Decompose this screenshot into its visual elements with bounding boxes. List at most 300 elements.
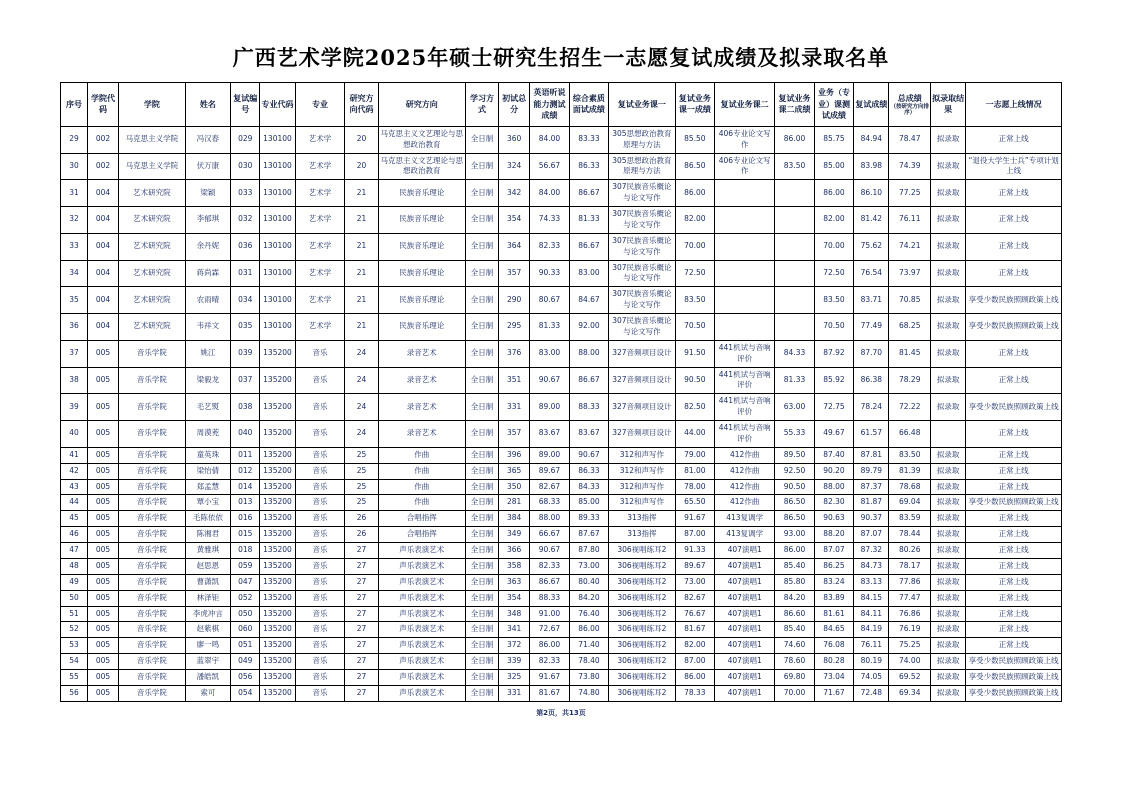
table-cell: 76.11 (889, 207, 931, 234)
table-cell: 音乐 (295, 685, 345, 701)
table-cell (715, 287, 775, 314)
table-cell: 全日制 (465, 479, 498, 495)
table-cell: 全日制 (465, 447, 498, 463)
header-cell-7: 研究方向代码 (345, 83, 378, 127)
table-cell: 87.80 (569, 543, 608, 559)
table-cell: 81.67 (530, 685, 569, 701)
table-cell: 407演唱1 (715, 622, 775, 638)
table-cell: 407演唱1 (715, 685, 775, 701)
table-cell: 130100 (260, 233, 295, 260)
table-cell: 正常上线 (966, 180, 1062, 207)
table-cell: 351 (499, 367, 530, 394)
table-cell: 135200 (260, 447, 295, 463)
header-note: （按研究方向排序） (890, 104, 929, 117)
table-cell: 86.50 (775, 511, 814, 527)
table-cell: 031 (231, 260, 260, 287)
table-cell: 正常上线 (966, 622, 1062, 638)
table-cell: 70.50 (814, 314, 853, 341)
table-cell: 039 (231, 340, 260, 367)
table-cell: 87.81 (854, 447, 889, 463)
table-cell: 艺术研究院 (119, 207, 185, 234)
table-cell: 90.63 (814, 511, 853, 527)
table-cell: 36 (61, 314, 88, 341)
table-cell: 全日制 (465, 314, 498, 341)
table-cell: 全日制 (465, 670, 498, 686)
table-cell: 93.00 (775, 527, 814, 543)
table-cell: 冯汉春 (185, 126, 231, 153)
table-cell: 354 (499, 590, 530, 606)
table-cell: 306视唱练耳2 (609, 606, 675, 622)
table-row (61, 606, 1062, 622)
table-cell: 76.54 (854, 260, 889, 287)
table-cell: 372 (499, 638, 530, 654)
table-cell: 83.59 (889, 511, 931, 527)
table-cell: 84.94 (854, 126, 889, 153)
table-cell: 正常上线 (966, 421, 1062, 448)
table-cell: 音乐学院 (119, 543, 185, 559)
table-cell: 005 (87, 558, 118, 574)
table-cell: 441机试与音响评价 (715, 421, 775, 448)
table-cell: 30 (61, 153, 88, 180)
table-row (61, 287, 1062, 314)
table-cell: 正常上线 (966, 558, 1062, 574)
table-cell: 135200 (260, 367, 295, 394)
table-cell: 87.07 (854, 527, 889, 543)
table-cell: 全日制 (465, 367, 498, 394)
table-cell: 艺术学 (295, 153, 345, 180)
table-cell: 342 (499, 180, 530, 207)
table-cell: 正常上线 (966, 367, 1062, 394)
table-cell (775, 287, 814, 314)
table-cell: 正常上线 (966, 260, 1062, 287)
table-cell: 74.21 (889, 233, 931, 260)
table-cell: 331 (499, 685, 530, 701)
table-cell: 拟录取 (931, 394, 966, 421)
table-cell: 77.86 (889, 574, 931, 590)
table-cell: 享受少数民族照顾政策上线 (966, 654, 1062, 670)
table-cell: 声乐表演艺术 (378, 685, 465, 701)
table-cell: 全日制 (465, 153, 498, 180)
table-cell: 130100 (260, 287, 295, 314)
table-cell: 梁怡倩 (185, 463, 231, 479)
table-cell: 作曲 (378, 479, 465, 495)
header-cell-10: 初试总分 (499, 83, 530, 127)
table-cell: 033 (231, 180, 260, 207)
table-cell: 72.50 (814, 260, 853, 287)
table-cell: 75.62 (854, 233, 889, 260)
table-cell (775, 314, 814, 341)
table-cell: 89.67 (530, 463, 569, 479)
table-cell: 音乐学院 (119, 590, 185, 606)
table-cell: 88.00 (569, 340, 608, 367)
table-cell: 75.25 (889, 638, 931, 654)
table-cell (715, 314, 775, 341)
table-cell: 81.00 (675, 463, 714, 479)
table-cell: 87.07 (814, 543, 853, 559)
table-cell: 307民族音乐概论与论文写作 (609, 207, 675, 234)
table-cell: 音乐 (295, 511, 345, 527)
table-cell: 130100 (260, 180, 295, 207)
table-cell: 004 (87, 233, 118, 260)
table-cell: 廖一鸣 (185, 638, 231, 654)
table-cell: 81.33 (530, 314, 569, 341)
table-cell: 27 (345, 638, 378, 654)
table-cell: 84.67 (569, 287, 608, 314)
table-cell: 音乐学院 (119, 463, 185, 479)
table-row (61, 479, 1062, 495)
table-cell: 作曲 (378, 495, 465, 511)
table-cell: 正常上线 (966, 574, 1062, 590)
table-cell: 27 (345, 685, 378, 701)
table-cell: 音乐 (295, 495, 345, 511)
table-cell: 音乐学院 (119, 511, 185, 527)
table-cell: 21 (345, 207, 378, 234)
table-cell: 正常上线 (966, 543, 1062, 559)
table-cell: 83.67 (530, 421, 569, 448)
table-cell: 索可 (185, 685, 231, 701)
table-cell: 012 (231, 463, 260, 479)
table-cell: 84.33 (775, 340, 814, 367)
table-cell: 005 (87, 367, 118, 394)
table-cell: 25 (345, 447, 378, 463)
table-row (61, 638, 1062, 654)
table-cell: 407演唱1 (715, 638, 775, 654)
table-cell: 全日制 (465, 590, 498, 606)
table-cell: 正常上线 (966, 447, 1062, 463)
table-cell: 作曲 (378, 463, 465, 479)
table-cell: 全日制 (465, 685, 498, 701)
table-cell: 86.00 (530, 638, 569, 654)
table-cell: 83.50 (775, 153, 814, 180)
table-cell: 79.00 (675, 447, 714, 463)
table-cell (775, 207, 814, 234)
table-cell: 87.67 (569, 527, 608, 543)
table-cell: 78.40 (569, 654, 608, 670)
table-cell: 85.40 (775, 558, 814, 574)
table-cell: 41 (61, 447, 88, 463)
table-row (61, 495, 1062, 511)
table-cell: 78.24 (854, 394, 889, 421)
table-cell: 83.50 (889, 447, 931, 463)
table-cell: 合唱指挥 (378, 527, 465, 543)
table-cell: 135200 (260, 527, 295, 543)
table-cell: 87.00 (675, 527, 714, 543)
table-cell: “退役大学生士兵”专项计划上线 (966, 153, 1062, 180)
table-cell: 87.40 (814, 447, 853, 463)
table-cell: 艺术学 (295, 287, 345, 314)
table-cell: 毛陈依依 (185, 511, 231, 527)
table-cell: 84.20 (569, 590, 608, 606)
table-row (61, 126, 1062, 153)
table-cell: 91.50 (675, 340, 714, 367)
table-cell: 艺术研究院 (119, 260, 185, 287)
table-cell: 89.00 (530, 394, 569, 421)
table-cell: 拟录取 (931, 543, 966, 559)
table-cell: 74.05 (854, 670, 889, 686)
table-cell: 全日制 (465, 638, 498, 654)
table-cell: 43 (61, 479, 88, 495)
table-cell: 27 (345, 654, 378, 670)
table-cell: 011 (231, 447, 260, 463)
table-cell: 潘皓凯 (185, 670, 231, 686)
table-cell: 民族音乐理论 (378, 207, 465, 234)
table-cell: 86.60 (775, 606, 814, 622)
table-cell: 354 (499, 207, 530, 234)
table-cell: 周漠茺 (185, 421, 231, 448)
table-cell: 61.57 (854, 421, 889, 448)
table-cell: 享受少数民族照顾政策上线 (966, 314, 1062, 341)
table-cell: 拟录取 (931, 511, 966, 527)
table-cell: 005 (87, 685, 118, 701)
table-cell: 350 (499, 479, 530, 495)
table-cell: 70.85 (889, 287, 931, 314)
table-cell: 拟录取 (931, 654, 966, 670)
table-cell (715, 260, 775, 287)
table-cell: 音乐学院 (119, 527, 185, 543)
table-cell: 306视唱练耳2 (609, 574, 675, 590)
table-cell: 73.00 (569, 558, 608, 574)
table-cell: 86.00 (675, 670, 714, 686)
table-cell: 92.50 (775, 463, 814, 479)
table-cell: 音乐 (295, 394, 345, 421)
table-cell: 27 (345, 558, 378, 574)
table-cell: 005 (87, 622, 118, 638)
table-cell: 135200 (260, 685, 295, 701)
table-row (61, 233, 1062, 260)
table-cell: 87.32 (854, 543, 889, 559)
table-cell: 014 (231, 479, 260, 495)
table-cell: 86.38 (854, 367, 889, 394)
table-cell: 民族音乐理论 (378, 233, 465, 260)
table-cell: 040 (231, 421, 260, 448)
table-cell: 29 (61, 126, 88, 153)
table-cell: 拟录取 (931, 622, 966, 638)
table-row (61, 207, 1062, 234)
table-cell: 52 (61, 622, 88, 638)
table-cell: 拟录取 (931, 260, 966, 287)
table-cell: 85.75 (814, 126, 853, 153)
table-cell: 005 (87, 463, 118, 479)
table-cell: 005 (87, 638, 118, 654)
table-cell: 90.33 (530, 260, 569, 287)
table-cell: 声乐表演艺术 (378, 606, 465, 622)
table-cell: 036 (231, 233, 260, 260)
table-cell: 民族音乐理论 (378, 260, 465, 287)
table-cell: 83.71 (854, 287, 889, 314)
table-cell: 25 (345, 463, 378, 479)
table-cell: 68.25 (889, 314, 931, 341)
table-cell: 50 (61, 590, 88, 606)
table-cell: 21 (345, 314, 378, 341)
table-cell: 89.50 (775, 447, 814, 463)
table-cell: 81.39 (889, 463, 931, 479)
table-cell: 135200 (260, 558, 295, 574)
table-cell: 音乐 (295, 558, 345, 574)
table-cell: 306视唱练耳2 (609, 685, 675, 701)
table-cell: 全日制 (465, 495, 498, 511)
table-cell: 正常上线 (966, 233, 1062, 260)
table-cell: 89.79 (854, 463, 889, 479)
table-cell: 24 (345, 394, 378, 421)
table-cell: 78.00 (675, 479, 714, 495)
table-cell: 86.50 (775, 495, 814, 511)
table-cell: 83.00 (530, 340, 569, 367)
table-cell (715, 233, 775, 260)
table-row (61, 367, 1062, 394)
table-cell: 90.67 (530, 543, 569, 559)
table-cell: 86.67 (569, 367, 608, 394)
table-cell: 80.67 (530, 287, 569, 314)
table-cell: 88.00 (814, 479, 853, 495)
table-cell: 24 (345, 367, 378, 394)
table-cell: 90.67 (569, 447, 608, 463)
table-cell: 声乐表演艺术 (378, 670, 465, 686)
table-row (61, 153, 1062, 180)
table-cell: 85.00 (814, 153, 853, 180)
table-cell: 85.00 (569, 495, 608, 511)
table-cell: 音乐 (295, 340, 345, 367)
header-cell-18: 复试成绩 (854, 83, 889, 127)
table-cell: 70.00 (814, 233, 853, 260)
table-cell: 80.19 (854, 654, 889, 670)
table-cell: 音乐 (295, 574, 345, 590)
table-cell: 360 (499, 126, 530, 153)
table-cell: 艺术学 (295, 180, 345, 207)
table-cell: 060 (231, 622, 260, 638)
table-cell: 86.00 (775, 126, 814, 153)
table-cell: 339 (499, 654, 530, 670)
table-cell: 81.33 (569, 207, 608, 234)
admission-score-table (60, 82, 1062, 702)
table-cell: 全日制 (465, 287, 498, 314)
table-cell: 004 (87, 314, 118, 341)
table-row (61, 685, 1062, 701)
table-cell: 音乐学院 (119, 670, 185, 686)
table-cell: 40 (61, 421, 88, 448)
table-cell: 全日制 (465, 463, 498, 479)
table-cell: 135200 (260, 590, 295, 606)
table-cell: 音乐 (295, 654, 345, 670)
table-cell: 56 (61, 685, 88, 701)
table-cell: 拟录取 (931, 314, 966, 341)
table-cell: 86.50 (675, 153, 714, 180)
table-cell: 艺术研究院 (119, 314, 185, 341)
table-cell: 正常上线 (966, 527, 1062, 543)
table-cell: 70.50 (675, 314, 714, 341)
table-cell: 312和声写作 (609, 463, 675, 479)
table-cell: 82.33 (530, 558, 569, 574)
table-cell: 135200 (260, 638, 295, 654)
table-cell: 84.73 (854, 558, 889, 574)
table-cell: 54 (61, 654, 88, 670)
table-cell: 91.33 (675, 543, 714, 559)
table-cell: 84.19 (854, 622, 889, 638)
table-cell: 396 (499, 447, 530, 463)
table-cell: 135200 (260, 479, 295, 495)
table-header-row (61, 83, 1062, 127)
table-cell: 015 (231, 527, 260, 543)
table-cell: 056 (231, 670, 260, 686)
table-cell: 013 (231, 495, 260, 511)
table-cell: 65.50 (675, 495, 714, 511)
table-cell: 31 (61, 180, 88, 207)
table-cell: 82.33 (530, 654, 569, 670)
table-cell: 005 (87, 670, 118, 686)
table-cell: 74.33 (530, 207, 569, 234)
table-cell: 407演唱1 (715, 543, 775, 559)
table-cell: 327音频项目设计 (609, 394, 675, 421)
table-cell: 78.44 (889, 527, 931, 543)
table-cell: 全日制 (465, 340, 498, 367)
table-cell: 音乐 (295, 606, 345, 622)
table-cell: 21 (345, 287, 378, 314)
table-cell: 覃小宝 (185, 495, 231, 511)
table-cell: 73.04 (814, 670, 853, 686)
table-cell (715, 180, 775, 207)
table-cell: 74.39 (889, 153, 931, 180)
table-cell: 413复调学 (715, 527, 775, 543)
table-cell: 90.37 (854, 511, 889, 527)
header-cell-13: 复试业务课一 (609, 83, 675, 127)
table-cell: 拟录取 (931, 207, 966, 234)
table-cell: 130100 (260, 126, 295, 153)
table-cell: 拟录取 (931, 153, 966, 180)
table-cell: 135200 (260, 543, 295, 559)
table-cell: 86.00 (775, 543, 814, 559)
table-cell: 26 (345, 527, 378, 543)
table-cell: 91.00 (530, 606, 569, 622)
table-cell: 84.00 (530, 126, 569, 153)
table-row (61, 654, 1062, 670)
table-cell: 林泽钜 (185, 590, 231, 606)
table-cell: 005 (87, 340, 118, 367)
table-cell: 李郁琪 (185, 207, 231, 234)
table-cell: 412作曲 (715, 463, 775, 479)
table-cell: 音乐学院 (119, 654, 185, 670)
table-cell: 82.67 (675, 590, 714, 606)
table-cell: 梁颖 (185, 180, 231, 207)
table-cell: 74.80 (569, 685, 608, 701)
header-cell-1: 学院代码 (87, 83, 118, 127)
table-cell: 87.37 (854, 479, 889, 495)
table-cell: 正常上线 (966, 340, 1062, 367)
table-cell: 民族音乐理论 (378, 287, 465, 314)
table-cell: 56.67 (530, 153, 569, 180)
table-cell: 童英珠 (185, 447, 231, 463)
table-cell: 艺术学 (295, 260, 345, 287)
table-cell: 音乐 (295, 527, 345, 543)
table-row (61, 447, 1062, 463)
table-cell (775, 233, 814, 260)
table-cell: 音乐学院 (119, 558, 185, 574)
table-cell: 412作曲 (715, 479, 775, 495)
table-row (61, 421, 1062, 448)
table-cell: 享受少数民族照顾政策上线 (966, 685, 1062, 701)
table-cell: 88.00 (530, 511, 569, 527)
table-cell: 音乐学院 (119, 367, 185, 394)
table-cell: 365 (499, 463, 530, 479)
table-cell: 享受少数民族照顾政策上线 (966, 670, 1062, 686)
table-cell: 全日制 (465, 622, 498, 638)
table-cell: 享受少数民族照顾政策上线 (966, 394, 1062, 421)
table-cell: 004 (87, 207, 118, 234)
table-cell: 46 (61, 527, 88, 543)
table-cell: 声乐表演艺术 (378, 590, 465, 606)
table-cell: 蓝翠宇 (185, 654, 231, 670)
table-row (61, 511, 1062, 527)
header-cell-15: 复试业务课二 (715, 83, 775, 127)
table-cell: 44.00 (675, 421, 714, 448)
